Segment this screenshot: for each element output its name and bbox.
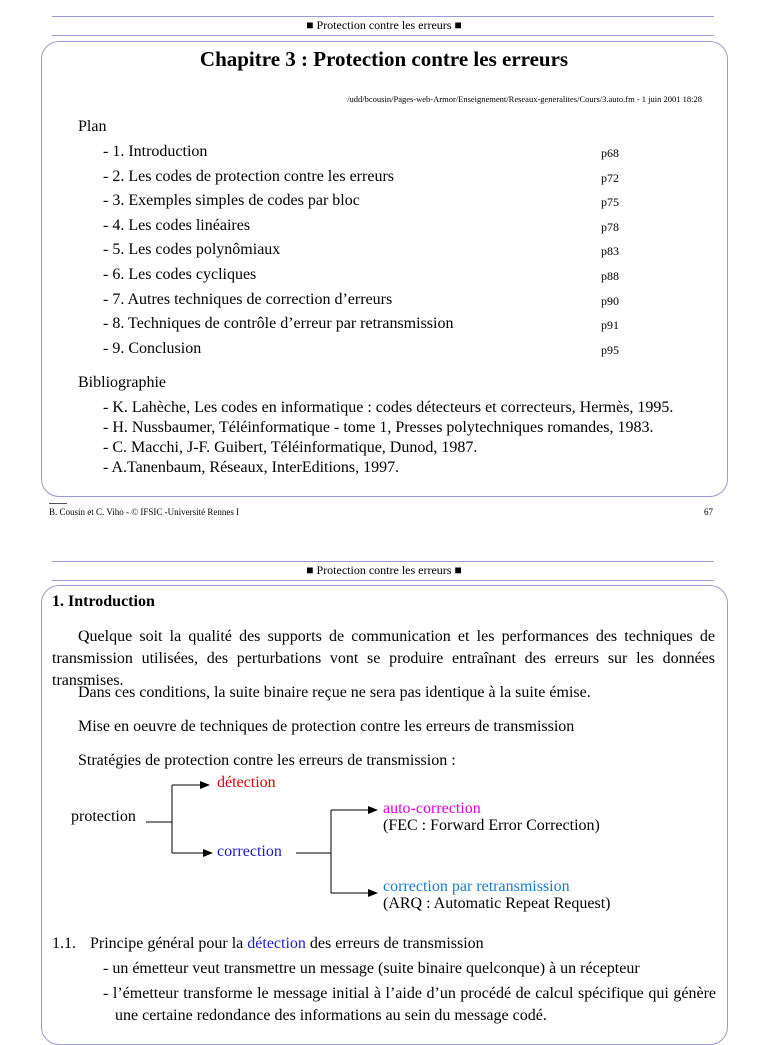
plan-heading: Plan (78, 118, 107, 135)
toc-item: - 1. Introduction p68 (103, 143, 619, 160)
chapter-title: Chapitre 3 : Protection contre les erreurs (199, 47, 569, 71)
toc-item: - 5. Les codes polynômiaux p83 (103, 241, 619, 258)
node-protection: protection (71, 808, 136, 825)
paragraph: Mise en oeuvre de techniques de protection contre les erreurs de transmission (78, 718, 575, 735)
subsection-title: Principe général pour la détection des erreurs de transmission (90, 935, 484, 952)
bibliography-heading: Bibliographie (78, 374, 166, 391)
section-title: 1. Introduction (52, 593, 155, 610)
bullet-item: - l’émetteur transforme le message initial à l’aide d’un procédé de calcul spécifique qui génère une certaine redondance des informations au sein du message codé. (103, 985, 716, 1024)
paragraph: Stratégies de protection contre les erreurs de transmission : (78, 752, 456, 769)
toc-item: - 6. Les codes cycliques p88 (103, 266, 619, 283)
file-path: /udd/bcousin/Pages-web-Armor/Enseignement/Reseaux-generalites/Cours/3.auto.fm - 1 juin 2001 18:28 (347, 94, 702, 104)
subsection-number: 1.1. (52, 935, 76, 952)
page-header: ■ Protection contre les erreurs ■ (306, 563, 462, 577)
intro-paragraph: Quelque soit la qualité des supports de communication et les performances des techniques de transmission utilisées, des perturbations vont se produire entraînant des erreurs sur les données transmises. (52, 628, 715, 689)
page-header: ■ Protection contre les erreurs ■ (306, 18, 462, 32)
bibliography-item: - A.Tanenbaum, Réseaux, InterEditions, 1997. (103, 459, 400, 476)
bullet-item: - un émetteur veut transmettre un message (suite binaire quelconque) à un récepteur (103, 960, 640, 977)
page-number: 67 (704, 507, 713, 517)
toc-item: - 2. Les codes de protection contre les erreurs p72 (103, 168, 619, 185)
footer-credit: B. Cousin et C. Viho - © IFSIC -Université Rennes I (49, 507, 240, 517)
node-auto-correction: auto-correction (383, 800, 481, 817)
toc-item: - 4. Les codes linéaires p78 (103, 217, 619, 234)
node-correction: correction (217, 843, 282, 860)
bibliography-item: - K. Lahèche, Les codes en informatique : codes détecteurs et correcteurs, Hermès, 1995. (103, 399, 674, 416)
node-retransmission: correction par retransmission (383, 878, 570, 895)
detection-link: détection (247, 935, 306, 952)
node-detection: détection (217, 774, 276, 791)
toc-item: - 8. Techniques de contrôle d’erreur par retransmission p91 (103, 315, 619, 332)
node-arq-note: (ARQ : Automatic Repeat Request) (383, 895, 611, 912)
bibliography-item: - H. Nussbaumer, Téléinformatique - tome 1, Presses polytechniques romandes, 1983. (103, 419, 654, 436)
toc-item: - 7. Autres techniques de correction d’erreurs p90 (103, 291, 619, 308)
bibliography-item: - C. Macchi, J-F. Guibert, Téléinformatique, Dunod, 1987. (103, 439, 478, 456)
node-fec-note: (FEC : Forward Error Correction) (383, 817, 600, 834)
toc-item: - 3. Exemples simples de codes par bloc p75 (103, 192, 619, 209)
toc-item: - 9. Conclusion p95 (103, 340, 619, 357)
paragraph: Dans ces conditions, la suite binaire reçue ne sera pas identique à la suite émise. (78, 684, 591, 701)
